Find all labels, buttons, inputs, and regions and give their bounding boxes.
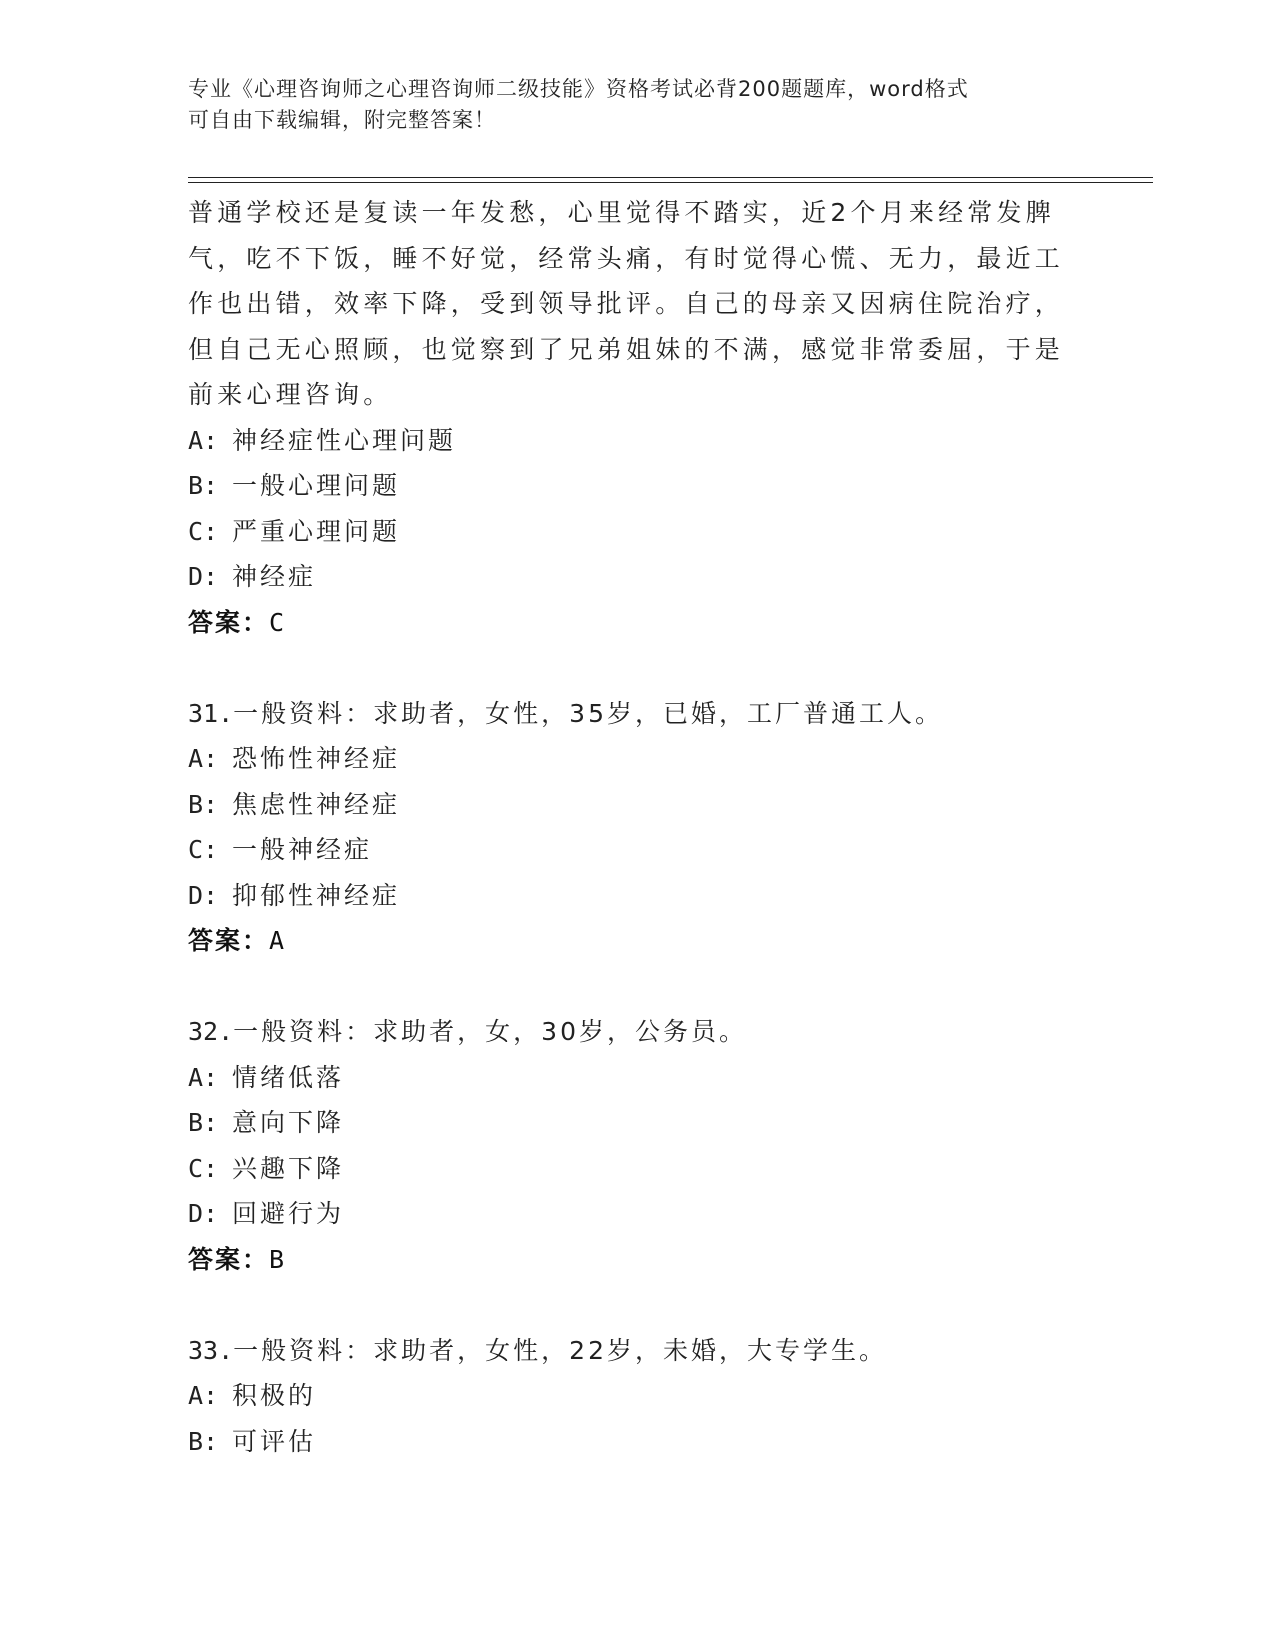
question-32: [188, 1009, 1078, 1282]
document-header: [188, 74, 1088, 136]
question-stem: [188, 691, 1078, 737]
document-body: [188, 190, 1078, 1464]
answer-value: C: [269, 607, 287, 637]
answer-label: 答案：: [188, 607, 270, 637]
option-text: 兴趣下降: [232, 1153, 345, 1183]
answer-value: B: [269, 1244, 287, 1274]
option-c: [188, 827, 1078, 873]
option-text: 焦虑性神经症: [232, 789, 401, 819]
spacer: [188, 964, 1078, 1010]
option-b: [188, 463, 1078, 509]
answer-line: [188, 918, 1078, 964]
option-letter: D:: [188, 880, 219, 910]
question-number: 33.: [188, 1335, 234, 1365]
question-text: 一般资料：求助者，女，30岁，公务员。: [233, 1017, 747, 1046]
option-a: [188, 1373, 1078, 1419]
option-text: 积极的: [232, 1381, 317, 1410]
question-text: 一般资料：求助者，女性，22岁，未婚，大专学生。: [233, 1335, 887, 1365]
stem-line: 普通学校还是复读一年发愁，心里觉得不踏实，近2个月来经常发脾: [188, 198, 1055, 227]
question-stem: [188, 1009, 1078, 1055]
option-letter: C:: [188, 1153, 219, 1183]
option-letter: A:: [188, 1062, 219, 1092]
answer-label: 答案：: [188, 926, 270, 955]
option-text: 恐怖性神经症: [232, 744, 401, 773]
answer-line: [188, 600, 1078, 646]
option-letter: A:: [188, 744, 219, 773]
option-a: [188, 1055, 1078, 1101]
option-letter: B:: [188, 471, 219, 500]
answer-value: A: [269, 926, 287, 955]
option-letter: D:: [188, 1199, 219, 1228]
option-text: 情绪低落: [232, 1062, 345, 1092]
header-line-2: 可自由下载编辑，附完整答案！: [188, 108, 496, 132]
option-letter: A:: [188, 425, 219, 455]
option-text: 可评估: [232, 1426, 317, 1456]
option-b: [188, 782, 1078, 828]
question-number: 32.: [188, 1017, 234, 1046]
option-letter: B:: [188, 1426, 219, 1456]
option-d: [188, 554, 1078, 600]
option-a: [188, 736, 1078, 782]
question-text: 一般资料：求助者，女性，35岁，已婚，工厂普通工人。: [233, 698, 943, 728]
option-text: 神经症: [232, 562, 317, 591]
option-text: 严重心理问题: [232, 516, 401, 546]
spacer: [188, 645, 1078, 691]
stem-line: 作也出错，效率下降，受到领导批评。自己的母亲又因病住院治疗，: [188, 289, 1065, 318]
spacer: [188, 1282, 1078, 1328]
option-b: [188, 1100, 1078, 1146]
option-b: [188, 1419, 1078, 1465]
option-c: [188, 1146, 1078, 1192]
option-letter: B:: [188, 789, 219, 819]
option-text: 神经症性心理问题: [232, 425, 457, 455]
option-text: 一般神经症: [232, 835, 373, 864]
option-d: [188, 873, 1078, 919]
question-33: [188, 1328, 1078, 1465]
question-number: 31.: [188, 698, 234, 728]
option-letter: C:: [188, 835, 219, 864]
header-divider-top: [188, 177, 1153, 178]
option-d: [188, 1191, 1078, 1237]
header-line-1: 专业《心理咨询师之心理咨询师二级技能》资格考试必背200题题库，word格式: [188, 77, 969, 101]
option-text: 一般心理问题: [232, 471, 401, 500]
option-text: 意向下降: [232, 1108, 345, 1137]
question-30-continuation: [188, 190, 1078, 645]
option-letter: B:: [188, 1108, 219, 1137]
option-text: 回避行为: [232, 1199, 345, 1228]
header-divider-bottom: [188, 182, 1153, 183]
option-letter: D:: [188, 562, 219, 591]
answer-label: 答案：: [188, 1244, 270, 1274]
option-letter: A:: [188, 1381, 219, 1410]
stem-line: 但自己无心照顾，也觉察到了兄弟姐妹的不满，感觉非常委屈，于是: [188, 334, 1065, 364]
stem-line: 气，吃不下饭，睡不好觉，经常头痛，有时觉得心慌、无力，最近工: [188, 243, 1065, 273]
option-letter: C:: [188, 516, 219, 546]
answer-line: [188, 1237, 1078, 1283]
option-a: [188, 418, 1078, 464]
option-text: 抑郁性神经症: [232, 880, 401, 910]
stem-line: 前来心理咨询。: [188, 380, 393, 409]
option-c: [188, 509, 1078, 555]
question-31: [188, 691, 1078, 964]
question-stem: [188, 1328, 1078, 1374]
